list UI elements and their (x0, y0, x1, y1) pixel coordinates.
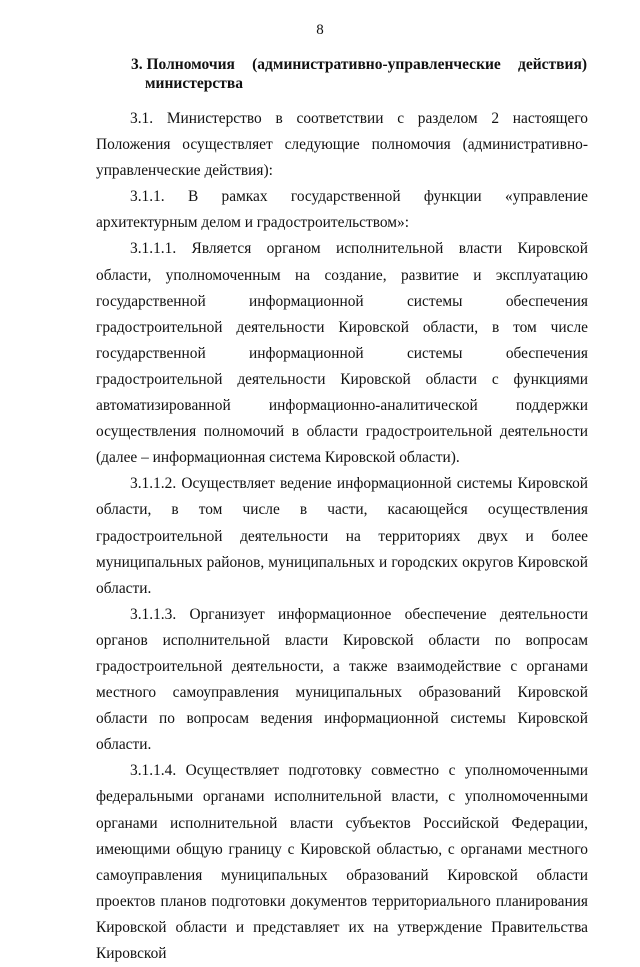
section-heading-word-3: действия) (518, 56, 587, 73)
paragraph-3-1-1: 3.1.1. В рамках государственной функции «управление архитектурным делом и градостроительством»: (96, 188, 588, 232)
section-heading-word-1: Полномочия (146, 56, 235, 73)
section-number: 3. (131, 56, 143, 73)
section-heading-word-2: (административно-управленческие (252, 56, 501, 73)
paragraph-3-1-1-2: 3.1.1.2. Осуществляет ведение информационной системы Кировской области, в том числе в части, касающейся осуществления градостроительной деятельности на территориях двух и более муниципальных районов, муниципальных и городских округов Кировской области. (96, 475, 588, 597)
paragraph-3-1: 3.1. Министерство в соответствии с разделом 2 настоящего Положения осуществляет следующие полномочия (административно-управленческие действия): (96, 110, 588, 180)
paragraph-3-1-1-4: 3.1.1.4. Осуществляет подготовку совместно с уполномоченными федеральными органами исполнительной власти, с уполномоченными органами исполнительной власти субъектов Российской Федерации, имеющими общую границу с Кировской областью, с органами местного самоуправления муниципальных образований Кировской области проектов планов подготовки документов территориального планирования Кировской области и представляет их на утверждение Правительства Кировской (96, 762, 588, 962)
section-heading (131, 55, 587, 93)
section-heading-line-2: министерства (145, 75, 243, 92)
page-number: 8 (316, 22, 324, 38)
paragraph-3-1-1-1: 3.1.1.1. Является органом исполнительной власти Кировской области, уполномоченным на создание, развитие и эксплуатацию государственной информационной системы обеспечения градостроительной деятельности Кировской области, в том числе государственной информационной системы обеспечения градостроительной деятельности Кировской области с функциями автоматизированной информационно-аналитической поддержки осуществления полномочий в области градостроительной деятельности (далее – информационная система Кировской области). (96, 240, 588, 467)
section-heading-title (131, 55, 235, 74)
body-text (96, 106, 588, 967)
section-heading-line-1 (131, 55, 587, 74)
paragraph-3-1-1-3: 3.1.1.3. Организует информационное обеспечение деятельности органов исполнительной власти Кировской области по вопросам градостроительной деятельности, а также взаимодействие с органами местного самоуправления муниципальных образований Кировской области по вопросам ведения информационной системы Кировской области. (96, 605, 588, 754)
